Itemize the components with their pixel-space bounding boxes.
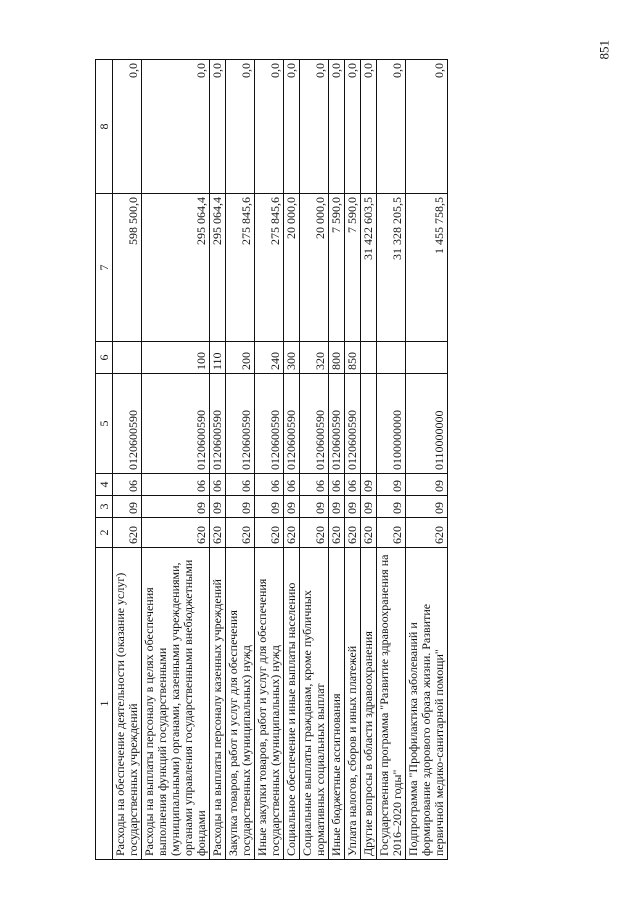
- row-code-6: [406, 342, 448, 374]
- table-body: [113, 60, 448, 860]
- row-amount: 7 590,0: [345, 194, 361, 342]
- row-code-3: 09: [345, 496, 361, 518]
- row-amount-2: 0,0: [329, 60, 345, 194]
- row-code-5: 0120600590: [113, 374, 142, 474]
- table-row: [210, 60, 226, 860]
- row-code-4: 06: [142, 474, 210, 496]
- row-name: Иные закупки товаров, работ и услуг для обеспечения государственных (муниципальных) нужд: [255, 548, 284, 860]
- row-amount: 275 845,6: [255, 194, 284, 342]
- row-code-3: 09: [226, 496, 255, 518]
- table-row: [377, 60, 406, 860]
- row-code-3: 09: [142, 496, 210, 518]
- header-cell-3: 3: [96, 496, 113, 518]
- row-amount-2: 0,0: [142, 60, 210, 194]
- row-amount-2: 0,0: [300, 60, 329, 194]
- row-amount: 1 455 758,5: [406, 194, 448, 342]
- row-code-3: 09: [284, 496, 300, 518]
- row-code-3: 09: [300, 496, 329, 518]
- row-amount: 295 064,4: [142, 194, 210, 342]
- table-row: [255, 60, 284, 860]
- row-code-2: 620: [142, 518, 210, 548]
- row-code-2: 620: [113, 518, 142, 548]
- row-code-5: 0120600590: [300, 374, 329, 474]
- row-amount: 20 000,0: [300, 194, 329, 342]
- row-code-2: 620: [406, 518, 448, 548]
- row-code-2: 620: [255, 518, 284, 548]
- table-row: [361, 60, 377, 860]
- row-code-5: 0120600590: [142, 374, 210, 474]
- row-amount: 275 845,6: [226, 194, 255, 342]
- row-code-4: 06: [300, 474, 329, 496]
- row-name: Государственная программа "Развитие здравоохранения на 2016–2020 годы": [377, 548, 406, 860]
- row-code-3: 09: [406, 496, 448, 518]
- row-amount-2: 0,0: [284, 60, 300, 194]
- row-amount: 20 000,0: [284, 194, 300, 342]
- row-code-4: 06: [210, 474, 226, 496]
- row-amount: 598 500,0: [113, 194, 142, 342]
- row-code-4: 06: [226, 474, 255, 496]
- row-code-6: [113, 342, 142, 374]
- row-code-4: 09: [361, 474, 377, 496]
- row-amount-2: 0,0: [226, 60, 255, 194]
- table-row: [345, 60, 361, 860]
- row-name: Закупка товаров, работ и услуг для обеспечения государственных (муниципальных) нужд: [226, 548, 255, 860]
- row-amount-2: 0,0: [210, 60, 226, 194]
- row-code-5: 0110000000: [406, 374, 448, 474]
- row-code-2: 620: [226, 518, 255, 548]
- row-code-6: 850: [345, 342, 361, 374]
- row-code-4: 06: [345, 474, 361, 496]
- row-name: Иные бюджетные ассигнования: [329, 548, 345, 860]
- row-code-4: 09: [377, 474, 406, 496]
- row-amount-2: 0,0: [377, 60, 406, 194]
- table-row: [113, 60, 142, 860]
- row-code-5: 0120600590: [284, 374, 300, 474]
- row-code-4: 06: [255, 474, 284, 496]
- row-code-3: 09: [377, 496, 406, 518]
- row-code-2: 620: [377, 518, 406, 548]
- row-code-3: 09: [113, 496, 142, 518]
- header-cell-1: 1: [96, 548, 113, 860]
- row-name: Социальные выплаты гражданам, кроме публичных нормативных социальных выплат: [300, 548, 329, 860]
- row-code-2: 620: [361, 518, 377, 548]
- row-code-3: 09: [255, 496, 284, 518]
- row-code-6: 300: [284, 342, 300, 374]
- row-name: Социальное обеспечение и иные выплаты населению: [284, 548, 300, 860]
- row-code-6: 110: [210, 342, 226, 374]
- row-code-6: 800: [329, 342, 345, 374]
- row-amount-2: 0,0: [345, 60, 361, 194]
- rotated-table-container: [95, 60, 542, 860]
- row-name: Подпрограмма "Профилактика заболеваний и формирование здорового образа жизни. Развитие первичной медико-санитарной помощи": [406, 548, 448, 860]
- row-code-6: 320: [300, 342, 329, 374]
- header-cell-5: 5: [96, 374, 113, 474]
- row-code-4: 06: [284, 474, 300, 496]
- table-row: [142, 60, 210, 860]
- row-code-2: 620: [284, 518, 300, 548]
- row-code-3: 09: [329, 496, 345, 518]
- row-amount: 31 328 205,5: [377, 194, 406, 342]
- row-code-3: 09: [210, 496, 226, 518]
- row-name: Расходы на выплаты персоналу казенных учреждений: [210, 548, 226, 860]
- row-code-4: 06: [113, 474, 142, 496]
- budget-table: [95, 59, 448, 860]
- row-code-6: [377, 342, 406, 374]
- row-name: Уплата налогов, сборов и иных платежей: [345, 548, 361, 860]
- row-name: Расходы на выплаты персоналу в целях обеспечения выполнения функций государственными (муниципальными) органами, казенными учреждениями, органами управления государственными внебюджетными фондами: [142, 548, 210, 860]
- row-amount-2: 0,0: [406, 60, 448, 194]
- row-amount-2: 0,0: [255, 60, 284, 194]
- table-row: [226, 60, 255, 860]
- row-amount: 7 590,0: [329, 194, 345, 342]
- row-code-5: [361, 374, 377, 474]
- row-code-5: 0120600590: [210, 374, 226, 474]
- row-code-5: 0120600590: [329, 374, 345, 474]
- table-row: [300, 60, 329, 860]
- row-code-2: 620: [300, 518, 329, 548]
- row-code-6: 100: [142, 342, 210, 374]
- page-number: 851: [596, 40, 611, 60]
- row-code-2: 620: [329, 518, 345, 548]
- row-code-5: 0120600590: [345, 374, 361, 474]
- row-amount-2: 0,0: [113, 60, 142, 194]
- row-code-6: 200: [226, 342, 255, 374]
- header-cell-7: 7: [96, 194, 113, 342]
- row-code-5: 0120600590: [226, 374, 255, 474]
- row-code-6: [361, 342, 377, 374]
- row-amount: 31 422 603,5: [361, 194, 377, 342]
- row-code-5: 0120600590: [255, 374, 284, 474]
- row-amount-2: 0,0: [361, 60, 377, 194]
- table-row: [406, 60, 448, 860]
- header-cell-6: 6: [96, 342, 113, 374]
- table-header: [96, 60, 113, 860]
- row-code-2: 620: [345, 518, 361, 548]
- row-code-3: 09: [361, 496, 377, 518]
- table-row: [284, 60, 300, 860]
- row-code-4: 09: [406, 474, 448, 496]
- header-row: [96, 60, 113, 860]
- header-cell-4: 4: [96, 474, 113, 496]
- row-code-6: 240: [255, 342, 284, 374]
- row-code-2: 620: [210, 518, 226, 548]
- row-name: Другие вопросы в области здравоохранения: [361, 548, 377, 860]
- row-code-5: 0100000000: [377, 374, 406, 474]
- row-name: Расходы на обеспечение деятельности (оказание услуг) государственных учреждений: [113, 548, 142, 860]
- row-code-4: 06: [329, 474, 345, 496]
- row-amount: 295 064,4: [210, 194, 226, 342]
- header-cell-2: 2: [96, 518, 113, 548]
- table-row: [329, 60, 345, 860]
- header-cell-8: 8: [96, 60, 113, 194]
